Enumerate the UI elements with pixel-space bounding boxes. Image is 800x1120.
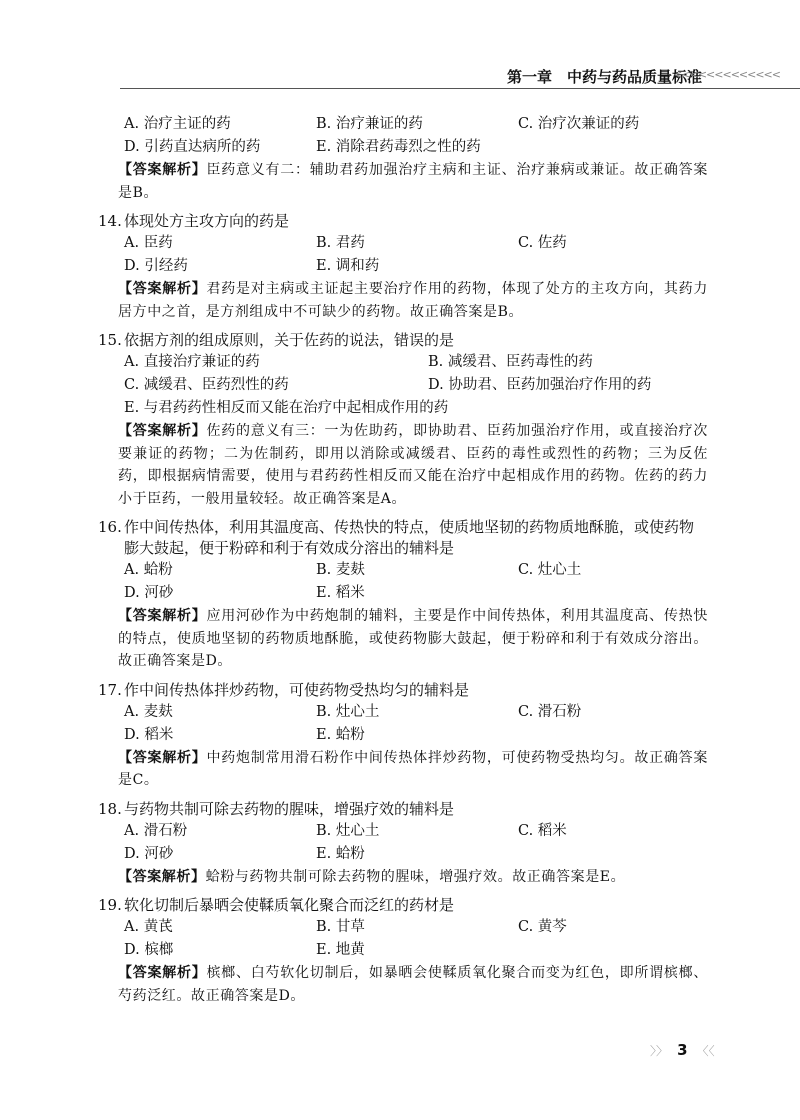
analysis-text: 应用河砂作为中药炮制的辅料，主要是作中间传热体，利用其温度高、传热快的特点，使质地坚韧的药物质地酥脆，或使药物膨大鼓起，便于粉碎和利于有效成分溶出。故正确答案是D。 <box>118 608 708 669</box>
answer-analysis <box>98 420 708 510</box>
option-row <box>98 843 708 866</box>
analysis-text: 佐药的意义有三：一为佐助药，即协助君、臣药加强治疗作用，或直接治疗次要兼证的药物；二为佐制药，即用以消除或减缓君、臣药的毒性或烈性的药物；三为反佐药，即根据病情需要，使用与君药药性相反而又能在治疗中起相成作用的药物。佐药的药力小于臣药，一般用量较轻。故正确答案是A。 <box>118 423 708 507</box>
option-d: D. 河砂 <box>124 845 174 862</box>
analysis-text: 蛤粉与药物共制可除去药物的腥味，增强疗效。故正确答案是E。 <box>205 868 626 885</box>
analysis-label: 【答案解析】 <box>118 749 207 766</box>
question-text: 作中间传热体拌炒药物，可使药物受热均匀的辅料是 <box>124 680 470 699</box>
option-row <box>98 559 708 582</box>
answer-analysis <box>98 747 708 792</box>
option-e: E. 稻米 <box>316 585 365 601</box>
option-a: A. 臣药 <box>124 235 173 251</box>
analysis-label: 【答案解析】 <box>118 162 207 178</box>
option-a: A. 滑石粉 <box>124 822 188 839</box>
question-stem <box>98 211 708 232</box>
option-row <box>98 582 708 605</box>
option-b: B. 君药 <box>316 235 365 251</box>
question-15 <box>98 330 708 510</box>
option-b: B. 麦麸 <box>316 562 365 578</box>
analysis-label: 【答案解析】 <box>118 608 207 624</box>
question-14 <box>98 211 708 323</box>
analysis-text: 臣药意义有二：辅助君药加强治疗主病和主证、治疗兼病或兼证。故正确答案是B。 <box>118 162 708 201</box>
option-row <box>98 113 708 136</box>
option-c: C. 佐药 <box>518 235 567 251</box>
question-stem <box>98 895 708 916</box>
question-stem <box>98 330 708 351</box>
option-d: D. 引经药 <box>124 258 188 274</box>
header-divider <box>120 88 800 89</box>
option-e: E. 蛤粉 <box>316 726 365 743</box>
answer-analysis <box>98 159 708 204</box>
question-text: 软化切制后暴晒会使鞣质氧化聚合而泛红的药材是 <box>124 896 455 914</box>
answer-analysis <box>98 605 708 673</box>
question-number: 18. <box>98 799 122 818</box>
option-c: C. 黄芩 <box>518 919 567 935</box>
analysis-text: 君药是对主病或主证起主要治疗作用的药物，体现了处方的主攻方向，其药力居方中之首，是方剂组成中不可缺少的药物。故正确答案是B。 <box>118 281 708 320</box>
question-stem <box>98 680 708 701</box>
analysis-label: 【答案解析】 <box>118 868 206 885</box>
option-e: E. 与君药药性相反而又能在治疗中起相成作用的药 <box>124 400 449 416</box>
question-number: 17. <box>98 680 122 699</box>
option-a: A. 治疗主证的药 <box>124 116 231 132</box>
page-number: 3 <box>677 1041 688 1059</box>
question-number: 16. <box>98 518 122 536</box>
question-fragment <box>98 113 708 204</box>
option-row <box>98 820 708 843</box>
answer-analysis <box>98 278 708 323</box>
question-19 <box>98 895 708 1007</box>
option-c: C. 稻米 <box>518 822 567 839</box>
option-a: A. 黄芪 <box>124 919 173 935</box>
question-number: 19. <box>98 896 122 914</box>
analysis-label: 【答案解析】 <box>118 281 207 297</box>
question-18 <box>98 799 708 889</box>
option-row <box>98 232 708 255</box>
option-b: B. 灶心土 <box>316 822 380 839</box>
option-d: D. 稻米 <box>124 726 174 743</box>
question-list <box>98 113 708 1014</box>
question-text: 作中间传热体，利用其温度高、传热快的特点，使质地坚韧的药物质地酥脆，或使药物膨大鼓起，便于粉碎和利于有效成分溶出的辅料是 <box>124 518 695 557</box>
option-row <box>98 136 708 159</box>
option-e: E. 调和药 <box>316 258 380 274</box>
option-b: B. 甘草 <box>316 919 365 935</box>
option-a: A. 直接治疗兼证的药 <box>124 354 260 370</box>
option-b: B. 治疗兼证的药 <box>316 116 423 132</box>
option-row <box>98 701 708 724</box>
question-text: 与药物共制可除去药物的腥味，增强疗效的辅料是 <box>124 799 455 818</box>
option-e: E. 消除君药毒烈之性的药 <box>316 139 481 155</box>
option-a: A. 麦麸 <box>124 703 173 720</box>
question-number: 14. <box>98 212 122 230</box>
analysis-label: 【答案解析】 <box>118 423 207 439</box>
option-c: C. 减缓君、臣药烈性的药 <box>124 377 289 393</box>
option-b: B. 减缓君、臣药毒性的药 <box>428 354 593 370</box>
option-c: C. 治疗次兼证的药 <box>518 116 640 132</box>
option-d: D. 引药直达病所的药 <box>124 139 261 155</box>
footer-left-marks: 〉〉 <box>650 1044 669 1058</box>
answer-analysis <box>98 866 708 889</box>
option-c: C. 灶心土 <box>518 562 582 578</box>
option-a: A. 蛤粉 <box>124 562 173 578</box>
header-chevron-decoration: <<<<<<<<<<<<< <box>673 68 780 81</box>
option-row <box>98 724 708 747</box>
chapter-title: 第一章 中药与药品质量标准 <box>506 68 702 86</box>
option-row <box>98 939 708 962</box>
option-b: B. 灶心土 <box>316 703 380 720</box>
question-number: 15. <box>98 331 122 349</box>
question-stem <box>98 517 708 559</box>
option-c: C. 滑石粉 <box>518 703 582 720</box>
analysis-label: 【答案解析】 <box>118 965 207 981</box>
running-header <box>120 64 800 88</box>
question-text: 依据方剂的组成原则，关于佐药的说法，错误的是 <box>124 331 455 349</box>
option-d: D. 槟榔 <box>124 942 174 958</box>
page-footer <box>650 1040 715 1059</box>
footer-right-marks: 〈〈 <box>696 1044 715 1058</box>
option-e: E. 地黄 <box>316 942 365 958</box>
question-16 <box>98 517 708 673</box>
option-d: D. 协助君、臣药加强治疗作用的药 <box>428 377 652 393</box>
question-text: 体现处方主攻方向的药是 <box>124 212 290 230</box>
option-row <box>98 397 708 420</box>
option-row <box>98 255 708 278</box>
question-stem <box>98 799 708 820</box>
analysis-text: 槟榔、白芍软化切制后，如暴晒会使鞣质氧化聚合而变为红色，即所谓槟榔、芍药泛红。故正确答案是D。 <box>118 965 708 1004</box>
option-row <box>98 351 708 374</box>
option-row <box>98 374 708 397</box>
option-d: D. 河砂 <box>124 585 174 601</box>
option-row <box>98 916 708 939</box>
option-e: E. 蛤粉 <box>316 845 365 862</box>
question-17 <box>98 680 708 792</box>
answer-analysis <box>98 962 708 1007</box>
analysis-text: 中药炮制常用滑石粉作中间传热体拌炒药物，可使药物受热均匀。故正确答案是C。 <box>118 749 708 788</box>
